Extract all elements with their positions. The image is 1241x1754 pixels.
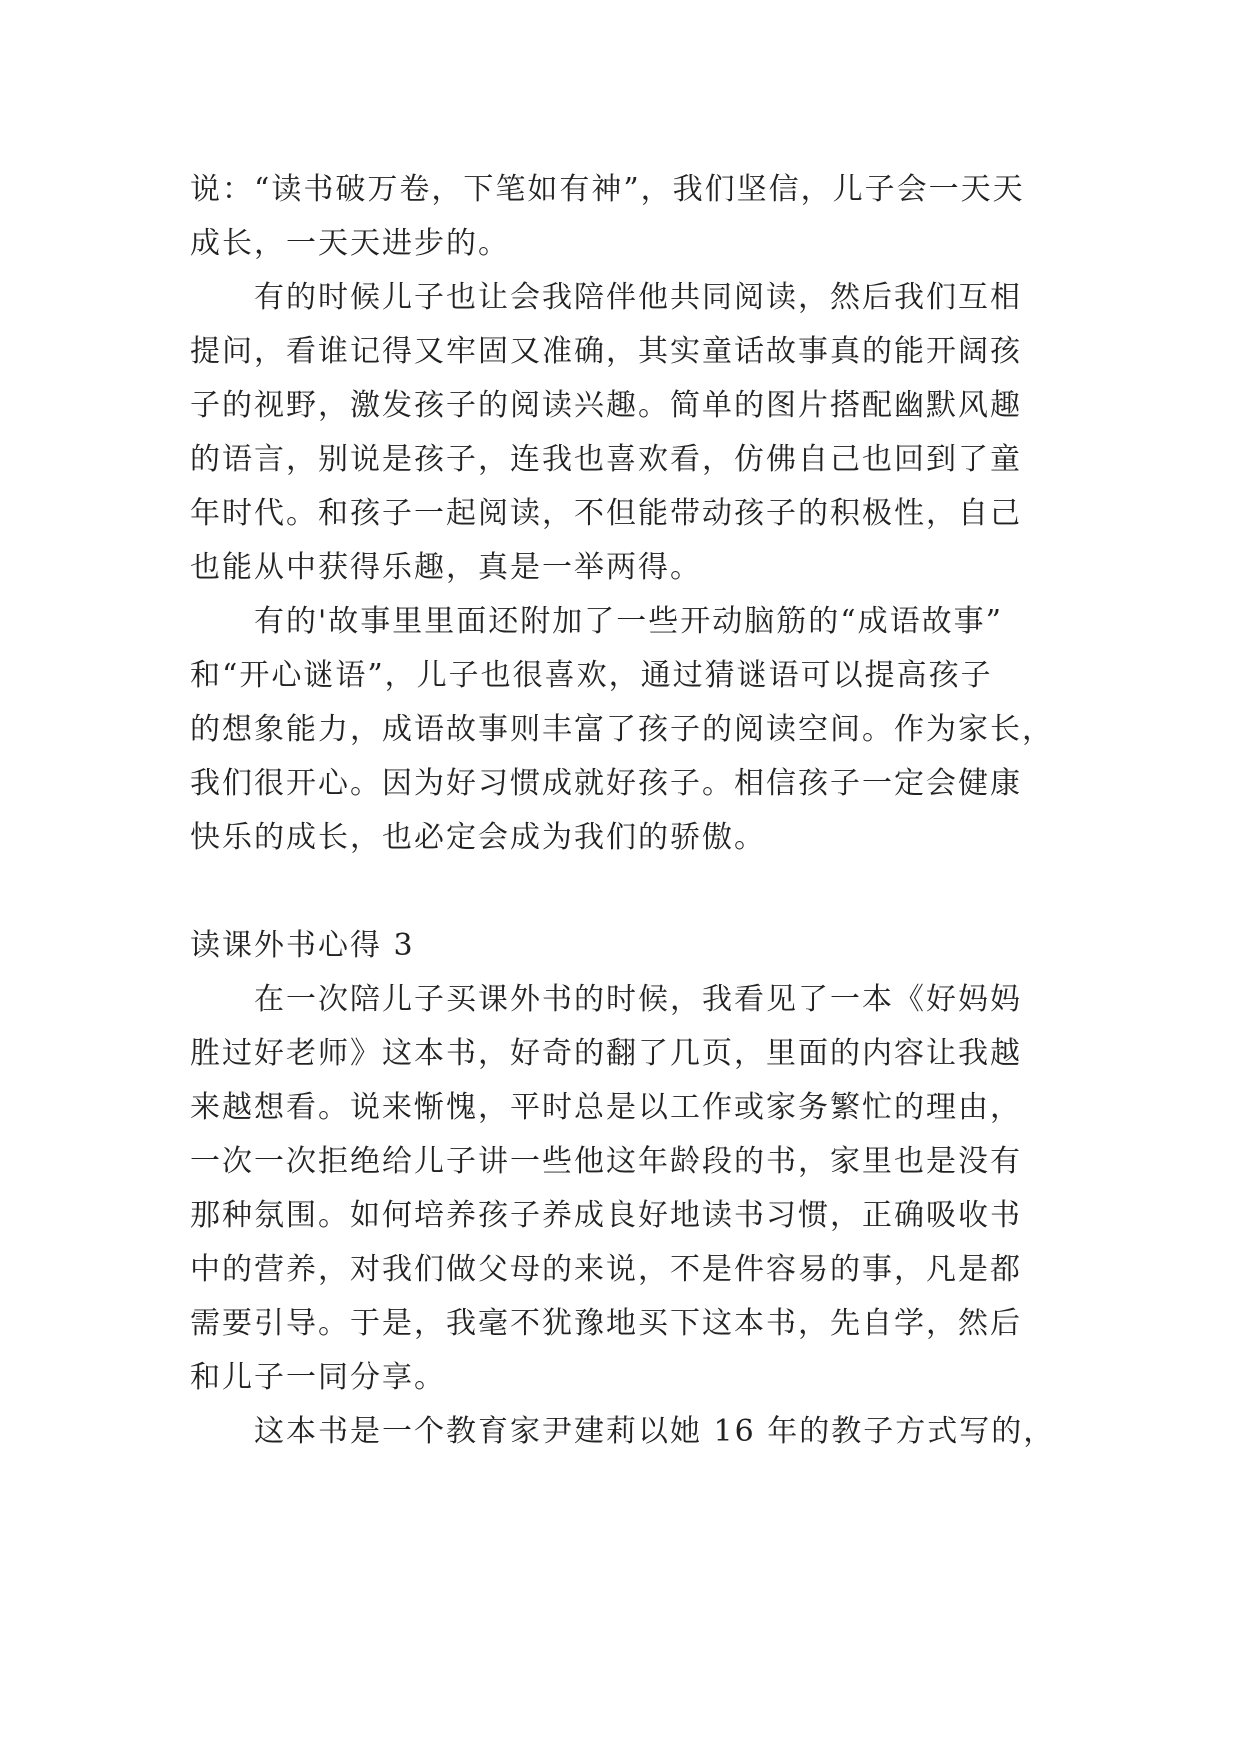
- text-line: 也能从中获得乐趣，真是一举两得。: [190, 550, 702, 585]
- text-line: 的想象能力，成语故事则丰富了孩子的阅读空间。作为家长，: [190, 712, 1054, 747]
- text-line: 我们很开心。因为好习惯成就好孩子。相信孩子一定会健康: [190, 766, 1022, 801]
- text-line: 这本书是一个教育家尹建莉以她 16 年的教子方式写的，: [254, 1414, 1056, 1449]
- text-line: 中的营养，对我们做父母的来说，不是件容易的事，凡是都: [190, 1252, 1022, 1287]
- text-line: 子的视野，激发孩子的阅读兴趣。简单的图片搭配幽默风趣: [190, 388, 1022, 423]
- text-line: 一次一次拒绝给儿子讲一些他这年龄段的书，家里也是没有: [190, 1144, 1022, 1179]
- paragraph-5: [190, 1405, 1080, 1459]
- text-line: 和“开心谜语”，儿子也很喜欢，通过猜谜语可以提高孩子: [190, 658, 993, 693]
- paragraph-1: [190, 163, 1080, 271]
- text-line: 有的'故事里里面还附加了一些开动脑筋的“成语故事”: [254, 604, 1003, 639]
- paragraph-3: [190, 595, 1080, 865]
- text-line: 成长，一天天进步的。: [190, 226, 510, 261]
- text-line: 需要引导。于是，我毫不犹豫地买下这本书，先自学，然后: [190, 1306, 1022, 1341]
- section-heading: 读课外书心得 3: [190, 928, 415, 963]
- text-line: 的语言，别说是孩子，连我也喜欢看，仿佛自己也回到了童: [190, 442, 1022, 477]
- text-line: 胜过好老师》这本书，好奇的翻了几页，里面的内容让我越: [190, 1036, 1022, 1071]
- text-line: 说：“读书破万卷，下笔如有神”，我们坚信，儿子会一天天: [190, 172, 1025, 207]
- paragraph-2: [190, 271, 1080, 595]
- document-body: [190, 163, 1080, 1459]
- section-spacer: [190, 865, 1080, 919]
- text-line: 来越想看。说来惭愧，平时总是以工作或家务繁忙的理由，: [190, 1090, 1022, 1125]
- text-line: 提问，看谁记得又牢固又准确，其实童话故事真的能开阔孩: [190, 334, 1022, 369]
- text-line: 那种氛围。如何培养孩子养成良好地读书习惯，正确吸收书: [190, 1198, 1022, 1233]
- text-line: 年时代。和孩子一起阅读，不但能带动孩子的积极性，自己: [190, 496, 1022, 531]
- text-line: 和儿子一同分享。: [190, 1360, 446, 1395]
- paragraph-4: [190, 973, 1080, 1405]
- text-line: 有的时候儿子也让会我陪伴他共同阅读，然后我们互相: [254, 280, 1022, 315]
- text-line: 在一次陪儿子买课外书的时候，我看见了一本《好妈妈: [254, 982, 1022, 1017]
- text-line: 快乐的成长，也必定会成为我们的骄傲。: [190, 820, 766, 855]
